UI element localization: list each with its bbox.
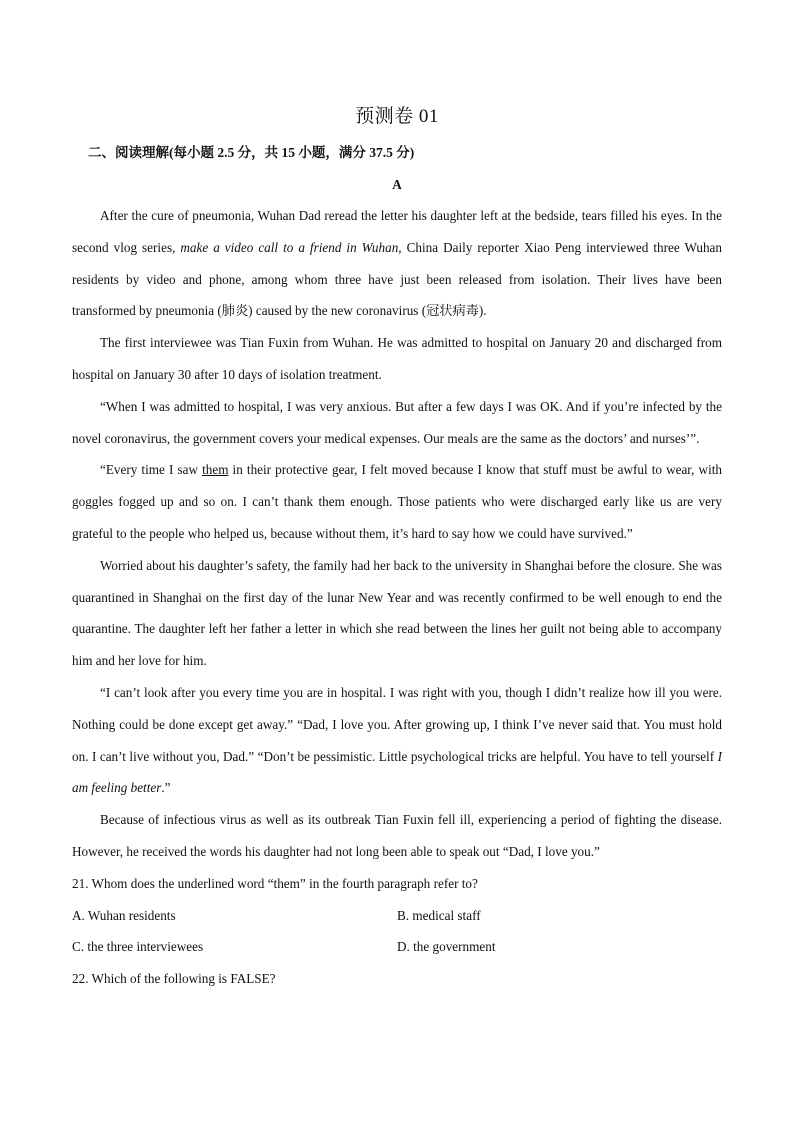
option-21-d: D. the government xyxy=(397,939,496,955)
paragraph-4-text-a: “Every time I saw xyxy=(100,462,203,478)
paragraph-6-text-a: “I can’t look after you every time you are in hospital. I was right with you, though I didn’t realize how ill you were. Nothing could be done except get away.” “Dad, I love you. After growing up, I think I’ve never said that. You must hold on. I can’t live without you, Dad.” “Don’t be pessimistic. Little psychological tricks are helpful. You have to tell yourself xyxy=(72,684,722,764)
paragraph-4 xyxy=(72,454,722,549)
question-22-stem: 22. Which of the following is FALSE? xyxy=(72,971,276,987)
passage-label: A xyxy=(392,177,402,192)
option-21-a: A. Wuhan residents xyxy=(72,907,176,923)
paragraph-1-text-a: After the cure of pneumonia, Wuhan Dad reread the letter his daughter left at the bedside, tears filled his eyes. In the second vlog series, xyxy=(72,208,722,255)
paragraph-6 xyxy=(72,677,722,804)
question-21-options-row-1 xyxy=(72,900,722,932)
page-title: 预测卷 01 xyxy=(355,106,439,127)
section-heading: 二、阅读理解(每小题 2.5 分，共 15 小题，满分 37.5 分) xyxy=(88,145,415,160)
option-21-b: B. medical staff xyxy=(397,907,481,923)
paragraph-3: “When I was admitted to hospital, I was very anxious. But after a few days I was OK. And if you’re infected by the novel coronavirus, the government covers your medical expenses. Our meals are the same as the doctors’ and nurses’”. xyxy=(72,398,722,446)
paragraph-1 xyxy=(72,200,722,327)
paragraph-5: Worried about his daughter’s safety, the family had her back to the university in Shanghai before the closure. She was quarantined in Shanghai on the first day of the lunar New Year and was recently confirmed to be well enough to end the quarantine. The daughter left her father a letter in which she read between the lines her guilt not being able to accompany him and her love for him. xyxy=(72,557,722,669)
paragraph-6-text-b: .” xyxy=(161,780,171,796)
paragraph-1-text-b: China Daily reporter Xiao Peng interviewed three Wuhan residents by video and phone, among whom three have just been released from isolation. Their lives have been transformed by pneumonia (肺炎) caused by the new coronavirus (冠状病毒). xyxy=(72,239,723,319)
paragraph-2: The first interviewee was Tian Fuxin from Wuhan. He was admitted to hospital on January 20 and discharged from hospital on January 30 after 10 days of isolation treatment. xyxy=(72,335,722,382)
paragraph-7: Because of infectious virus as well as its outbreak Tian Fuxin fell ill, experiencing a period of fighting the disease. However, he received the words his daughter had not long been able to speak out “Dad, I love you.” xyxy=(72,812,722,859)
paragraph-6-italic: I am feeling better xyxy=(72,748,722,796)
paragraph-1-italic: make a video call to a friend in Wuhan, xyxy=(180,239,402,255)
underlined-word: them xyxy=(202,462,229,478)
question-21-stem: 21. Whom does the underlined word “them” in the fourth paragraph refer to? xyxy=(72,875,478,891)
option-21-c: C. the three interviewees xyxy=(72,939,204,955)
question-21-options-row-2 xyxy=(72,931,722,963)
paragraph-4-text-b: in their protective gear, I felt moved because I know that stuff must be awful to wear, with goggles fogged up and so on. I can’t thank them enough. Those patients who were discharged early like us are very grateful to the people who helped us, because without them, it’s hard to say how we could have survived.” xyxy=(72,462,722,541)
